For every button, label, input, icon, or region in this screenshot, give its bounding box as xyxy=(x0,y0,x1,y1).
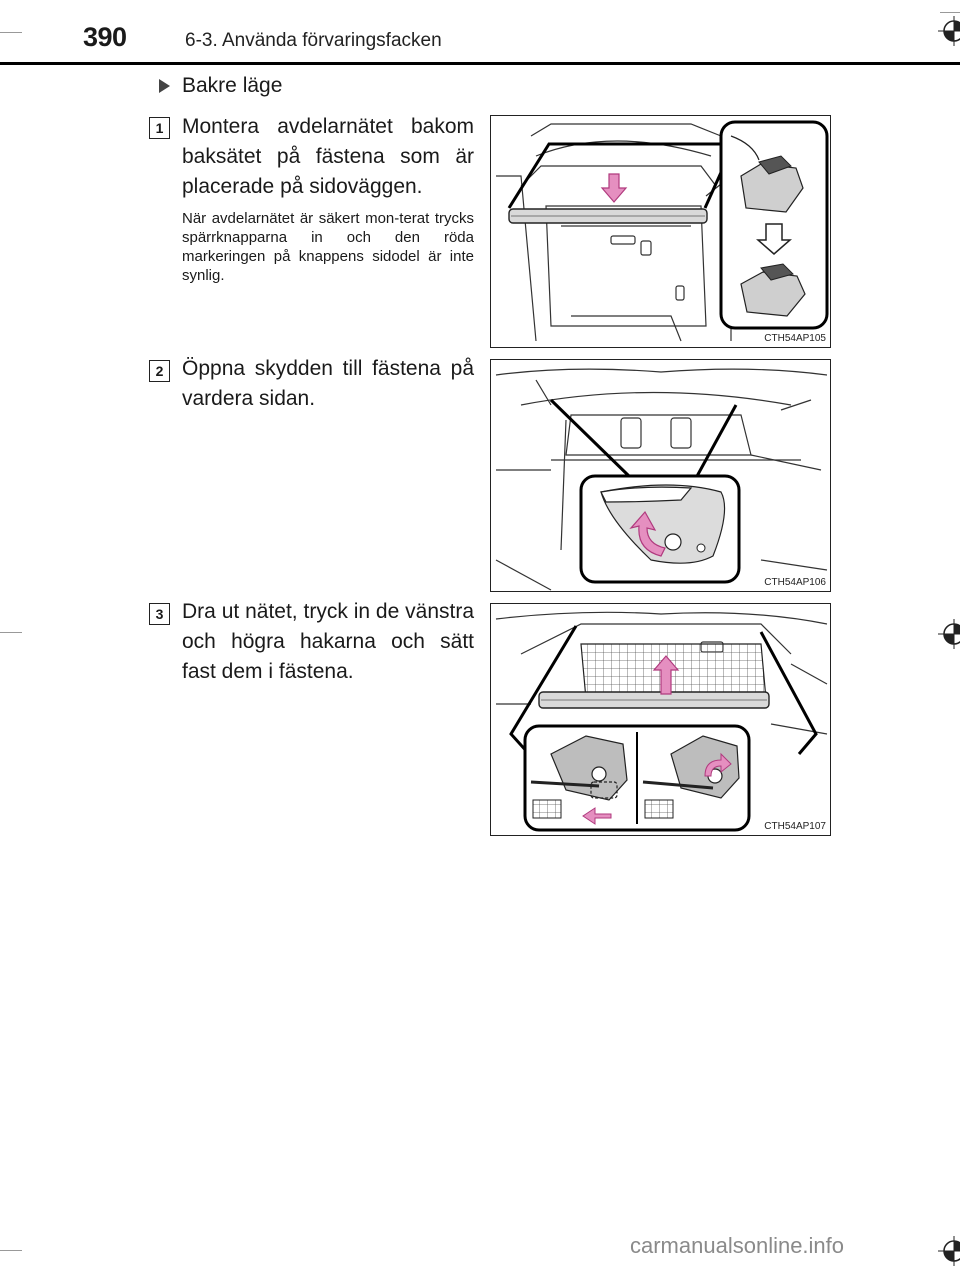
cargo-net xyxy=(581,644,766,699)
figure-step-1 xyxy=(490,115,831,348)
crop-mark xyxy=(940,12,960,13)
page-number: 390 xyxy=(83,22,127,52)
section-title: 6-3. Använda förvaringsfacken xyxy=(185,30,442,51)
registration-mark-icon xyxy=(934,617,960,651)
crop-mark xyxy=(0,32,22,33)
figure-code: CTH54AP105 xyxy=(764,333,826,344)
registration-mark-icon xyxy=(934,1234,960,1268)
step-badge: 1 xyxy=(149,117,170,139)
subheading-text: Bakre läge xyxy=(182,74,283,97)
step-note: När avdelarnätet är säkert mon-terat trycks spärrknapparna in och den röda markeringen på knappens sidodel är inte synlig. xyxy=(182,210,474,284)
subheading xyxy=(159,74,282,98)
figure-step-3 xyxy=(490,603,831,836)
figure-code: CTH54AP107 xyxy=(764,821,826,832)
crop-mark xyxy=(0,1250,22,1251)
header-rule xyxy=(0,62,960,65)
step-text: Öppna skydden till fästena på vardera sidan. xyxy=(182,357,474,410)
watermark: carmanualsonline.info xyxy=(630,1233,845,1258)
figure-code: CTH54AP106 xyxy=(764,577,826,588)
push-down-arrow-icon xyxy=(602,174,626,202)
step-badge: 3 xyxy=(149,603,170,625)
cargo-area-illustration xyxy=(491,116,831,348)
triangle-bullet-icon xyxy=(159,79,170,93)
step-badge: 2 xyxy=(149,360,170,382)
crop-mark xyxy=(0,632,22,633)
step-text: Montera avdelarnätet bakom baksätet på fästena som är placerade på sidoväggen. xyxy=(182,115,474,198)
registration-mark-icon xyxy=(934,14,960,48)
figure-step-2 xyxy=(490,359,831,592)
step-text: Dra ut nätet, tryck in de vänstra och högra hakarna och sätt fast dem i fästena. xyxy=(182,600,474,683)
cargo-area-illustration xyxy=(491,360,831,592)
cargo-area-illustration xyxy=(491,604,831,836)
